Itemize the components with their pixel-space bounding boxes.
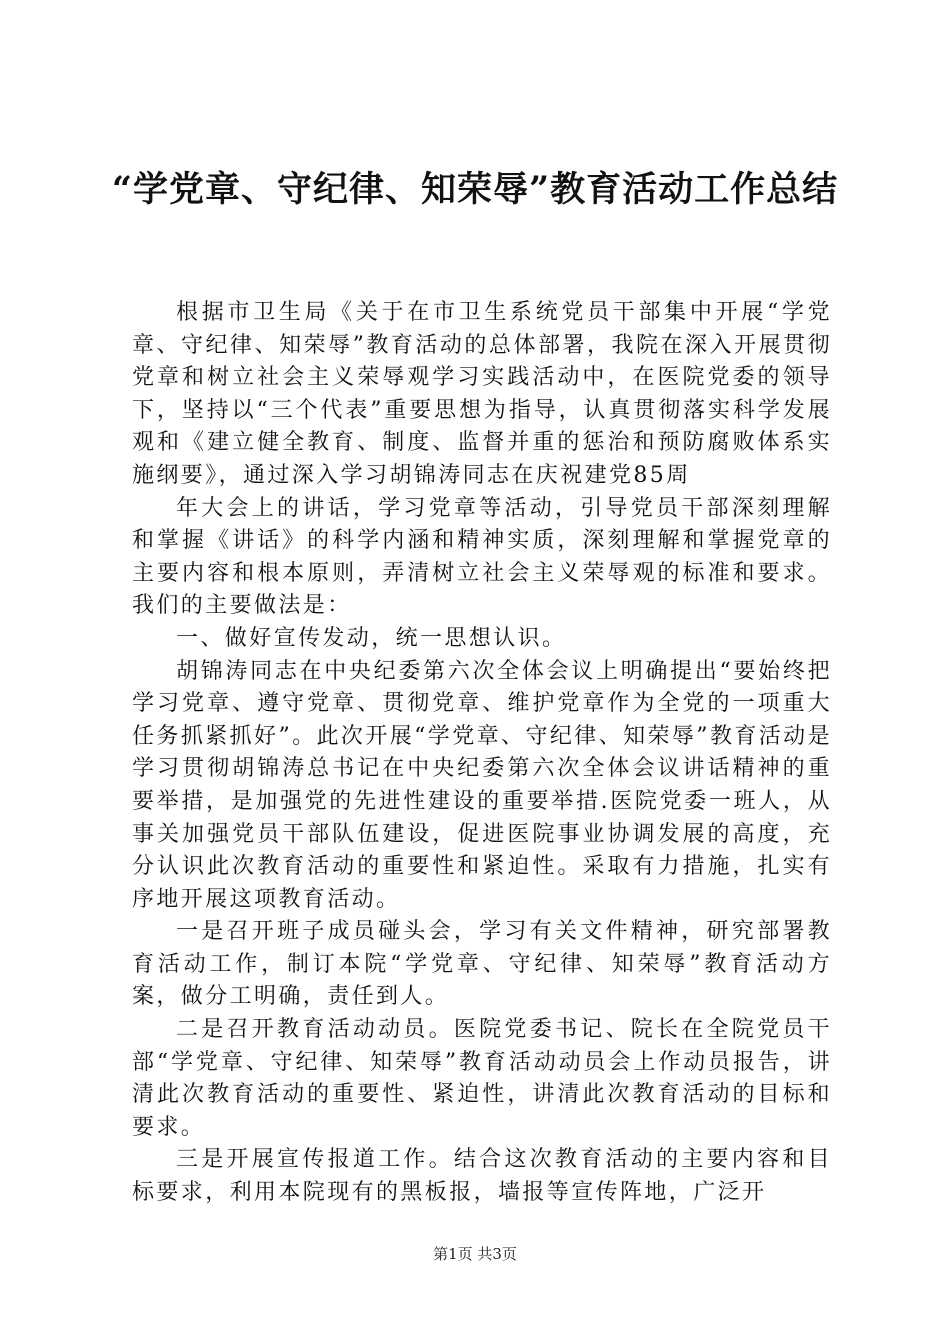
paragraph: 三是开展宣传报道工作。结合这次教育活动的主要内容和目标要求，利用本院现有的黑板报，墙报等宣传阵地，广泛开: [132, 1147, 832, 1206]
page-number-footer: 第1页 共3页: [433, 1245, 517, 1263]
document-body: [132, 297, 832, 1210]
paragraph: 二是召开教育活动动员。医院党委书记、院长在全院党员干部“学党章、守纪律、知荣辱”教育活动动员会上作动员报告，讲清此次教育活动的重要性、紧迫性，讲清此次教育活动的目标和要求。: [132, 1017, 832, 1140]
paragraph: 胡锦涛同志在中央纪委第六次全体会议上明确提出“要始终把学习党章、遵守党章、贯彻党章、维护党章作为全党的一项重大任务抓紧抓好”。此次开展“学党章、守纪律、知荣辱”教育活动是学习贯彻胡锦涛总书记在中央纪委第六次全体会议讲话精神的重要举措，是加强党的先进性建设的重要举措.医院党委一班人，从事关加强党员干部队伍建设，促进医院事业协调发展的高度，充分认识此次教育活动的重要性和紧迫性。采取有力措施，扎实有序地开展这项教育活动。: [132, 658, 832, 912]
document-title: “学党章、守纪律、知荣辱”教育活动工作总结: [111, 169, 839, 210]
paragraph: 根据市卫生局《关于在市卫生系统党员干部集中开展“学党章、守纪律、知荣辱”教育活动的总体部署，我院在深入开展贯彻党章和树立社会主义荣辱观学习实践活动中，在医院党委的领导下，坚持以“三个代表”重要思想为指导，认真贯彻落实科学发展观和《建立健全教育、制度、监督并重的惩治和预防腐败体系实施纲要》，通过深入学习胡锦涛同志在庆祝建党85周: [132, 300, 832, 488]
paragraph: 年大会上的讲话，学习党章等活动，引导党员干部深刻理解和掌握《讲话》的科学内涵和精神实质，深刻理解和掌握党章的主要内容和根本原则，弄清树立社会主义荣辱观的标准和要求。我们的主要做法是：: [132, 495, 832, 619]
section-heading: 一、做好宣传发动，统一思想认识。: [176, 625, 567, 651]
paragraph: 一是召开班子成员碰头会，学习有关文件精神，研究部署教育活动工作，制订本院“学党章、守纪律、知荣辱”教育活动方案，做分工明确，责任到人。: [132, 919, 832, 1010]
